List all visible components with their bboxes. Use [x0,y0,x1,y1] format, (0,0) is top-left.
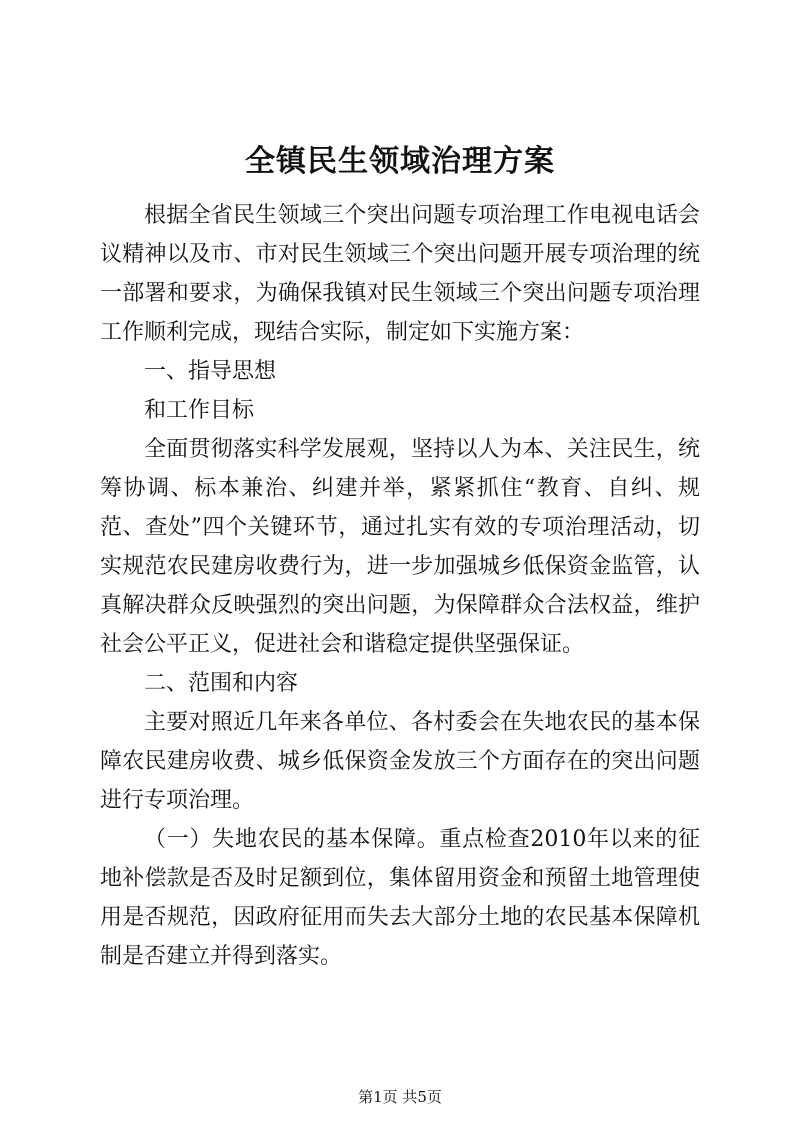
paragraph-intro: 根据全省民生领域三个突出问题专项治理工作电视电话会议精神以及市、市对民生领域三个突出问题开展专项治理的统一部署和要求，为确保我镇对民生领域三个突出问题专项治理工作顺利完成，现结合实际，制定如下实施方案： [100,203,700,345]
heading-guiding-thought: 一、指导思想 [144,359,277,384]
paragraph-goals: 全面贯彻落实科学发展观，坚持以人为本、关注民生，统筹协调、标本兼治、纠建并举，紧紧抓住“教育、自纠、规范、查处”四个关键环节，通过扎实有效的专项治理活动，切实规范农民建房收费行为，进一步加强城乡低保资金监管，认真解决群众反映强烈的突出问题，为保障群众合法权益，维护社会公平正义，促进社会和谐稳定提供坚强保证。 [100,437,700,657]
document-body [100,196,700,976]
heading-work-goal: 和工作目标 [144,398,255,423]
paragraph-item-one: （一）失地农民的基本保障。重点检查2010年以来的征地补偿款是否及时足额到位，集体留用资金和预留土地管理使用是否规范，因政府征用而失去大部分土地的农民基本保障机制是否建立并得到落实。 [100,827,700,969]
paragraph-scope: 主要对照近几年来各单位、各村委会在失地农民的基本保障农民建房收费、城乡低保资金发放三个方面存在的突出问题进行专项治理。 [100,710,700,813]
document-title: 全镇民生领域治理方案 [245,144,555,179]
page-number-footer: 第1页 共5页 [358,1088,442,1106]
heading-scope-content: 二、范围和内容 [144,671,299,696]
